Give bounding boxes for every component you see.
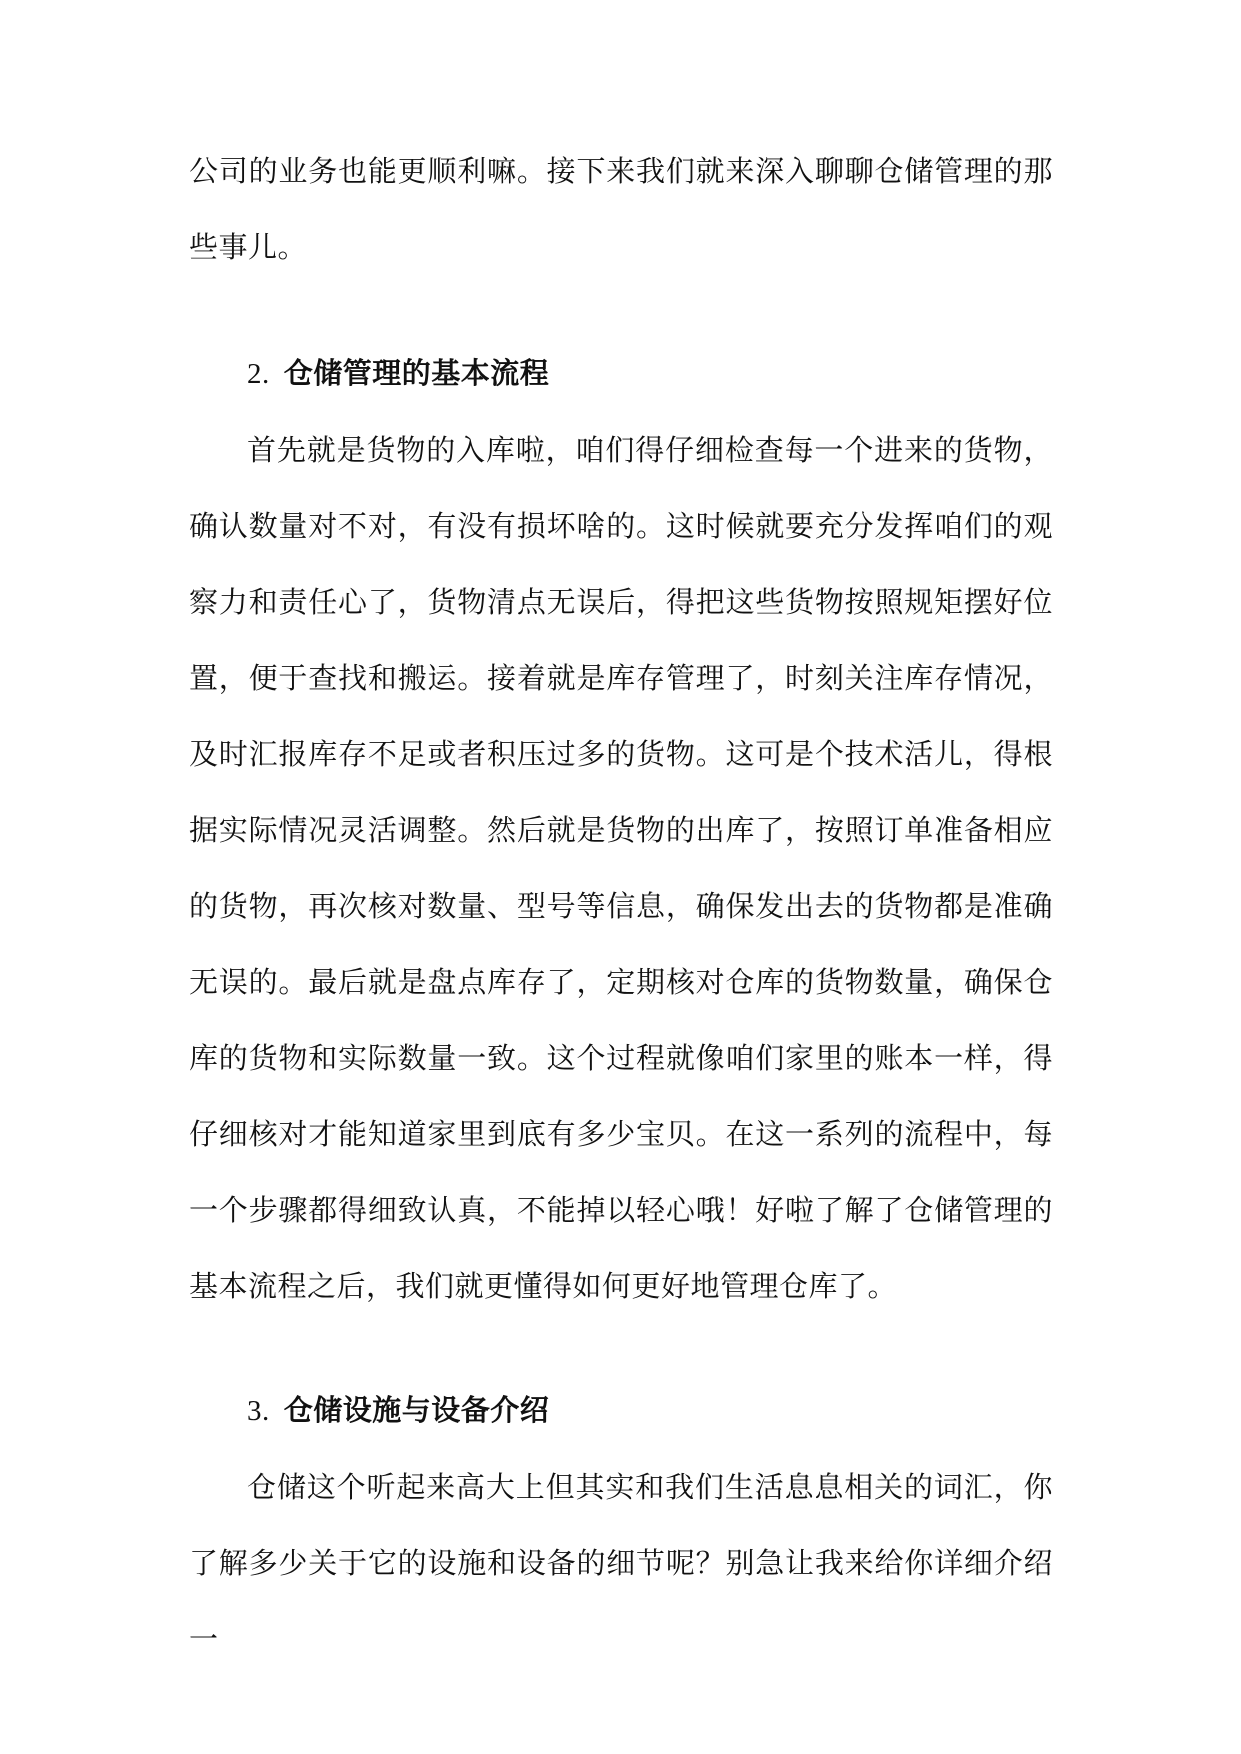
document-body (189, 133, 1053, 1677)
section-title: 仓储管理的基本流程 (283, 356, 550, 390)
section-title: 仓储设施与设备介绍 (283, 1393, 550, 1427)
section-2-paragraph: 首先就是货物的入库啦，咱们得仔细检查每一个进来的货物，确认数量对不对，有没有损坏啥的。这时候就要充分发挥咱们的观察力和责任心了，货物清点无误后，得把这些货物按照规矩摆好位置，便于查找和搬运。接着就是库存管理了，时刻关注库存情况，及时汇报库存不足或者积压过多的货物。这可是个技术活儿，得根据实际情况灵活调整。然后就是货物的出库了，按照订单准备相应的货物，再次核对数量、型号等信息，确保发出去的货物都是准确无误的。最后就是盘点库存了，定期核对仓库的货物数量，确保仓库的货物和实际数量一致。这个过程就像咱们家里的账本一样，得仔细核对才能知道家里到底有多少宝贝。在这一系列的流程中，每一个步骤都得细致认真，不能掉以轻心哦！好啦了解了仓储管理的基本流程之后，我们就更懂得如何更好地管理仓库了。 (189, 433, 1053, 1303)
section-number: 2. (247, 358, 270, 390)
intro-paragraph: 公司的业务也能更顺利嘛。接下来我们就来深入聊聊仓储管理的那些事儿。 (189, 154, 1053, 264)
section-spacer (189, 1324, 1053, 1372)
section-heading-2 (189, 335, 1053, 412)
section-number: 3. (247, 1395, 270, 1427)
section-spacer (189, 285, 1053, 335)
section-heading-3 (189, 1372, 1053, 1449)
section-3-paragraph: 仓储这个听起来高大上但其实和我们生活息息相关的词汇，你了解多少关于它的设施和设备的细节呢？别急让我来给你详细介绍一 (189, 1470, 1053, 1656)
